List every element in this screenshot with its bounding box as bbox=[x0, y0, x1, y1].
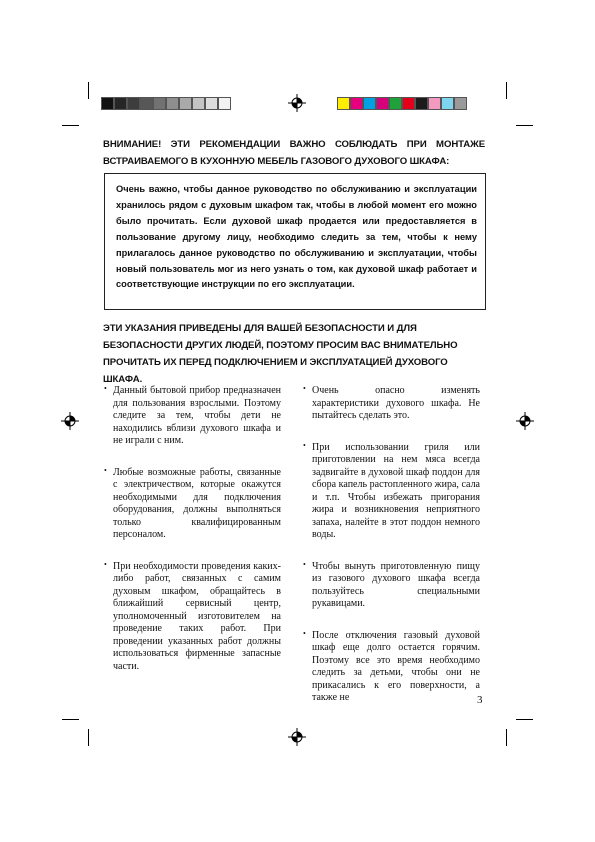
color-swatch bbox=[127, 97, 140, 110]
bullet-icon: • bbox=[104, 559, 107, 569]
gray-calibration-strip bbox=[101, 97, 231, 110]
bullet-icon: • bbox=[303, 628, 306, 638]
color-swatch bbox=[192, 97, 205, 110]
list-item-text: При необходимости проведения каких-либо работ, связанных с самим духовым шкафом, обращайтесь в ближайший сервисный центр, уполномоченный изготовителем на проведение таких работ. При проведении указанных работ должны использоваться фирменные запасные части. bbox=[113, 560, 281, 672]
color-swatch bbox=[101, 97, 114, 110]
color-swatch bbox=[350, 97, 363, 110]
list-item bbox=[104, 385, 281, 448]
color-swatch bbox=[114, 97, 127, 110]
right-column bbox=[303, 385, 480, 724]
bullet-icon: • bbox=[303, 440, 306, 450]
color-swatch bbox=[415, 97, 428, 110]
color-swatch bbox=[428, 97, 441, 110]
color-swatch bbox=[179, 97, 192, 110]
safety-heading: ЭТИ УКАЗАНИЯ ПРИВЕДЕНЫ ДЛЯ ВАШЕЙ БЕЗОПАСНОСТИ И ДЛЯ БЕЗОПАСНОСТИ ДРУГИХ ЛЮДЕЙ, ПОЭТОМУ ПРОСИМ ВАС ВНИМАТЕЛЬНО ПРОЧИТАТЬ ИХ ПЕРЕД ПОДКЛЮЧЕНИЕМ И ЭКСПЛУАТАЦИЕЙ ДУХОВОГО ШКАФА. bbox=[103, 323, 458, 385]
registration-mark-icon bbox=[288, 94, 306, 112]
registration-mark-icon bbox=[516, 412, 534, 430]
crop-mark bbox=[506, 82, 507, 99]
list-item-text: Чтобы вынуть приготовленную пищу из газового духового шкафа всегда пользуйтесь специальными рукавицами. bbox=[312, 560, 480, 609]
crop-mark bbox=[62, 719, 79, 720]
list-item-text: Любые возможные работы, связанные с электричеством, которые окажутся необходимыми для подключения оборудования, должны выполняться только квалифицированным персоналом. bbox=[113, 466, 281, 540]
list-item bbox=[303, 442, 480, 542]
list-item-text: При использовании гриля или приготовлении на нем мяса всегда задвигайте в духовой шкаф поддон для сбора капель растопленного жира, сала и т.п. Чтобы избежать пригорания жира и возникновения неприятного запаха, налейте в этот поддон немного воды. bbox=[312, 441, 480, 540]
color-calibration-strip bbox=[337, 97, 467, 110]
bullet-icon: • bbox=[104, 465, 107, 475]
list-item bbox=[104, 561, 281, 674]
color-swatch bbox=[454, 97, 467, 110]
color-swatch bbox=[402, 97, 415, 110]
color-swatch bbox=[363, 97, 376, 110]
color-swatch bbox=[389, 97, 402, 110]
warning-heading: ВНИМАНИЕ! ЭТИ РЕКОМЕНДАЦИИ ВАЖНО СОБЛЮДАТЬ ПРИ МОНТАЖЕ ВСТРАИВАЕМОГО В КУХОННУЮ МЕБЕЛЬ ГАЗОВОГО ДУХОВОГО ШКАФА: bbox=[103, 139, 485, 167]
registration-mark-icon bbox=[61, 412, 79, 430]
list-item-text: Очень опасно изменять характеристики духового шкафа. Не пытайтесь сделать это. bbox=[312, 385, 480, 421]
notice-box: Очень важно, чтобы данное руководство по обслуживанию и эксплуатации хранилось рядом с духовым шкафом так, чтобы в любой момент его можно было прочитать. Если духовой шкаф продается или предоставляется в пользование другому лицу, необходимо следить за тем, чтобы к нему прилагалось данное руководство по обслуживанию и эксплуатации, чтобы новый пользователь мог из него узнать о том, как духовой шкаф работает и соответствующие инструкции по его эксплуатации. bbox=[104, 173, 486, 310]
bullet-icon: • bbox=[303, 384, 306, 393]
color-swatch bbox=[166, 97, 179, 110]
bullet-icon: • bbox=[104, 384, 107, 393]
color-swatch bbox=[140, 97, 153, 110]
crop-mark bbox=[88, 82, 89, 99]
color-swatch bbox=[153, 97, 166, 110]
crop-mark bbox=[516, 125, 533, 126]
color-swatch bbox=[205, 97, 218, 110]
list-item bbox=[303, 630, 480, 705]
registration-mark-icon bbox=[288, 728, 306, 746]
list-item bbox=[104, 467, 281, 542]
page-number: 3 bbox=[477, 694, 483, 706]
bullet-icon: • bbox=[303, 559, 306, 569]
left-column bbox=[104, 385, 281, 692]
crop-mark bbox=[88, 729, 89, 746]
crop-mark bbox=[506, 729, 507, 746]
list-item bbox=[303, 385, 480, 423]
color-swatch bbox=[337, 97, 350, 110]
crop-mark bbox=[62, 125, 79, 126]
list-item-text: После отключения газовый духовой шкаф еще долго остается горячим. Поэтому все это время необходимо следить за детьми, чтобы они не прикасались к его поверхности, а также не bbox=[312, 629, 480, 703]
color-swatch bbox=[376, 97, 389, 110]
list-item bbox=[303, 561, 480, 611]
list-item-text: Данный бытовой прибор предназначен для пользования взрослыми. Поэтому следите за тем, чтобы дети не находились вблизи духового шкафа и не играли с ним. bbox=[113, 385, 281, 446]
crop-mark bbox=[516, 719, 533, 720]
color-swatch bbox=[218, 97, 231, 110]
color-swatch bbox=[441, 97, 454, 110]
